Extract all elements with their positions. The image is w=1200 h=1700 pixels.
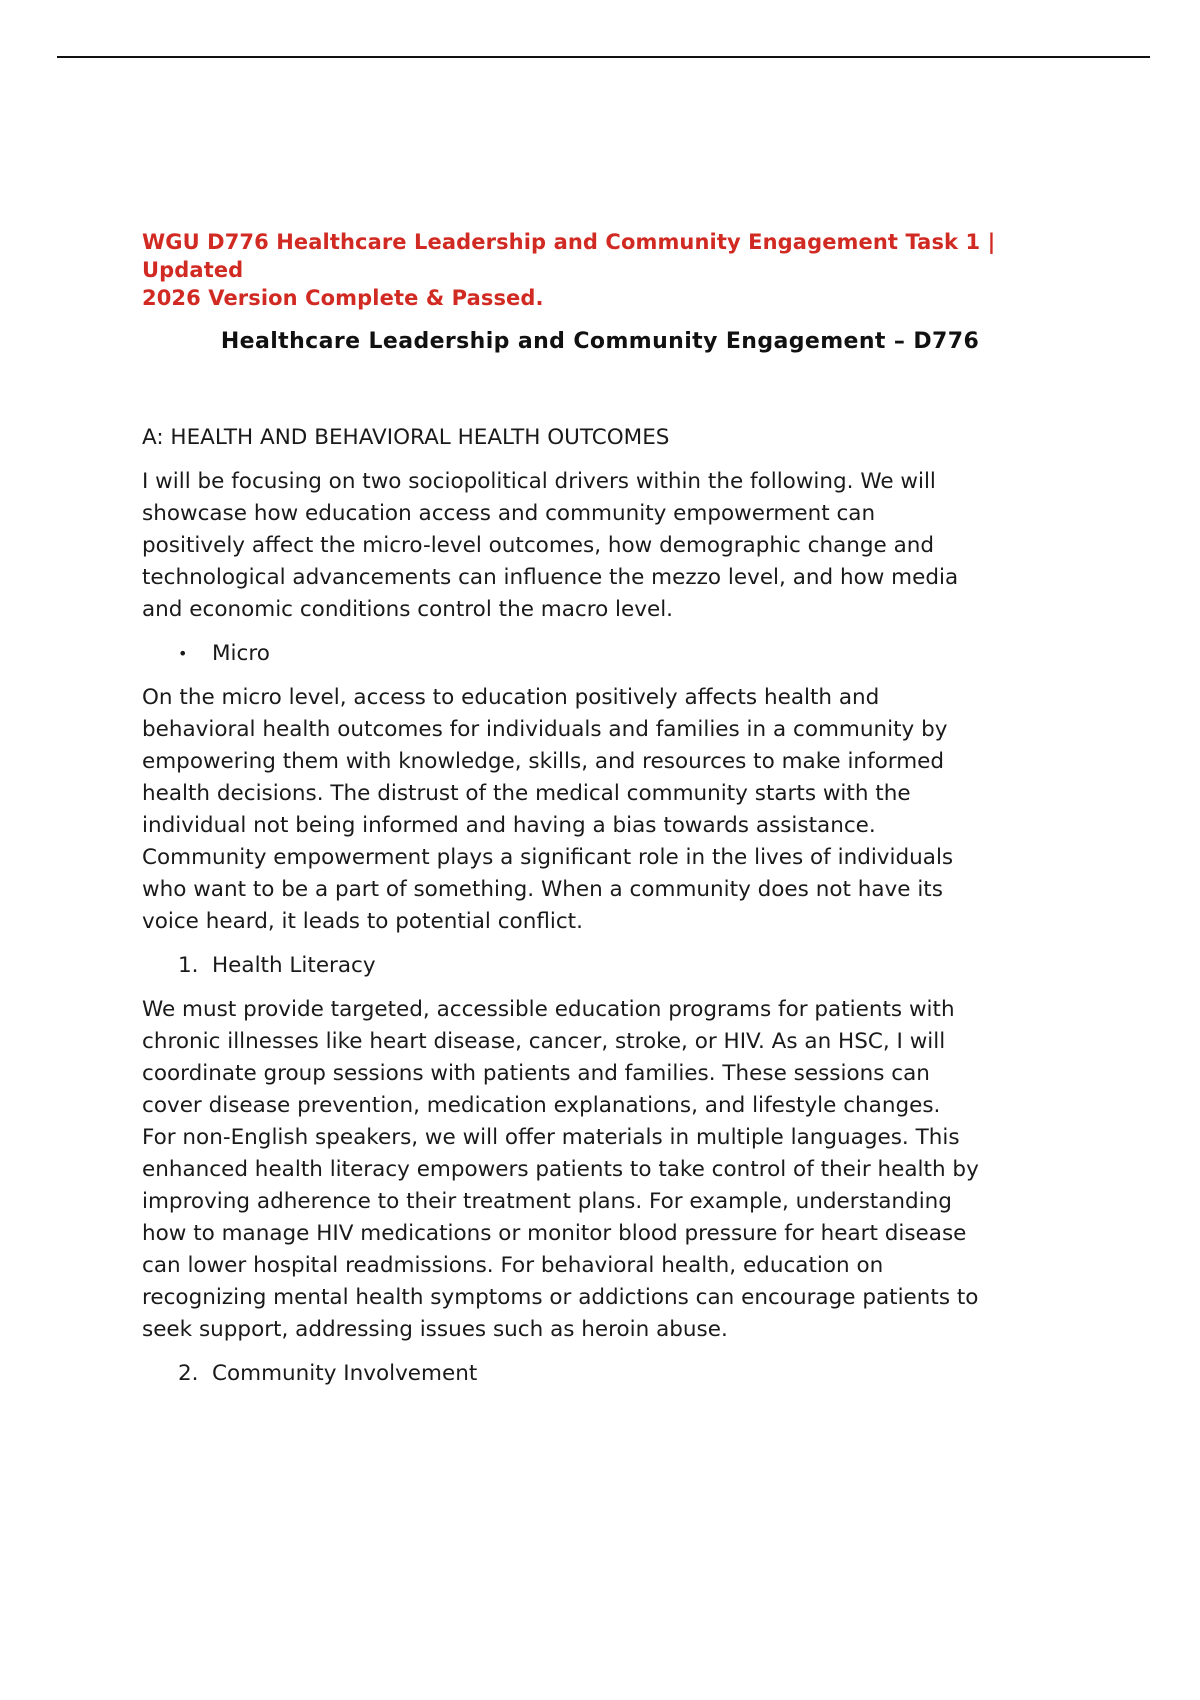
document-title: Healthcare Leadership and Community Engagement – D776	[220, 329, 980, 354]
bullet-marker: •	[178, 644, 188, 663]
document-body	[142, 422, 1067, 1402]
intro-paragraph: I will be focusing on two sociopolitical drivers within the following. We will showcase how education access and community empowerment can positively affect the micro-level outcomes, how demographic change and technological advancements can influence the mezzo level, and how media and economic conditions control the macro level.	[142, 469, 959, 622]
health-literacy-paragraph: We must provide targeted, accessible education programs for patients with chronic illnesses like heart disease, cancer, stroke, or HIV. As an HSC, I will coordinate group sessions with patients and families. These sessions can cover disease prevention, medication explanations, and lifestyle changes. For non-English speakers, we will offer materials in multiple languages. This enhanced health literacy empowers patients to take control of their health by improving adherence to their treatment plans. For example, understanding how to manage HIV medications or monitor blood pressure for heart disease can lower hospital readmissions. For behavioral health, education on recognizing mental health symptoms or addictions can encourage patients to seek support, addressing issues such as heroin abuse.	[142, 997, 979, 1342]
header-line-2: 2026 Version Complete & Passed.	[142, 286, 544, 310]
list-number-1: 1.	[178, 953, 199, 978]
section-a-heading: A: HEALTH AND BEHAVIORAL HEALTH OUTCOMES	[142, 425, 670, 450]
micro-paragraph: On the micro level, access to education positively affects health and behavioral health outcomes for individuals and families in a community by empowering them with knowledge, skills, and resources to make informed health decisions. The distrust of the medical community starts with the individual not being informed and having a bias towards assistance. Community empowerment plays a significant role in the lives of individuals who want to be a part of something. When a community does not have its voice heard, it leads to potential conflict.	[142, 685, 954, 934]
top-horizontal-rule	[57, 56, 1150, 58]
bullet-label-micro: Micro	[212, 641, 270, 666]
header-line-1: WGU D776 Healthcare Leadership and Community Engagement Task 1 | Updated	[142, 230, 996, 282]
community-involvement-label: Community Involvement	[212, 1361, 478, 1386]
numbered-item-community-involvement	[142, 1358, 1067, 1390]
numbered-item-health-literacy	[142, 950, 1067, 982]
list-number-2: 2.	[178, 1361, 199, 1386]
document-header	[142, 228, 1072, 312]
bullet-item-micro	[142, 638, 1067, 670]
health-literacy-label: Health Literacy	[212, 953, 376, 978]
